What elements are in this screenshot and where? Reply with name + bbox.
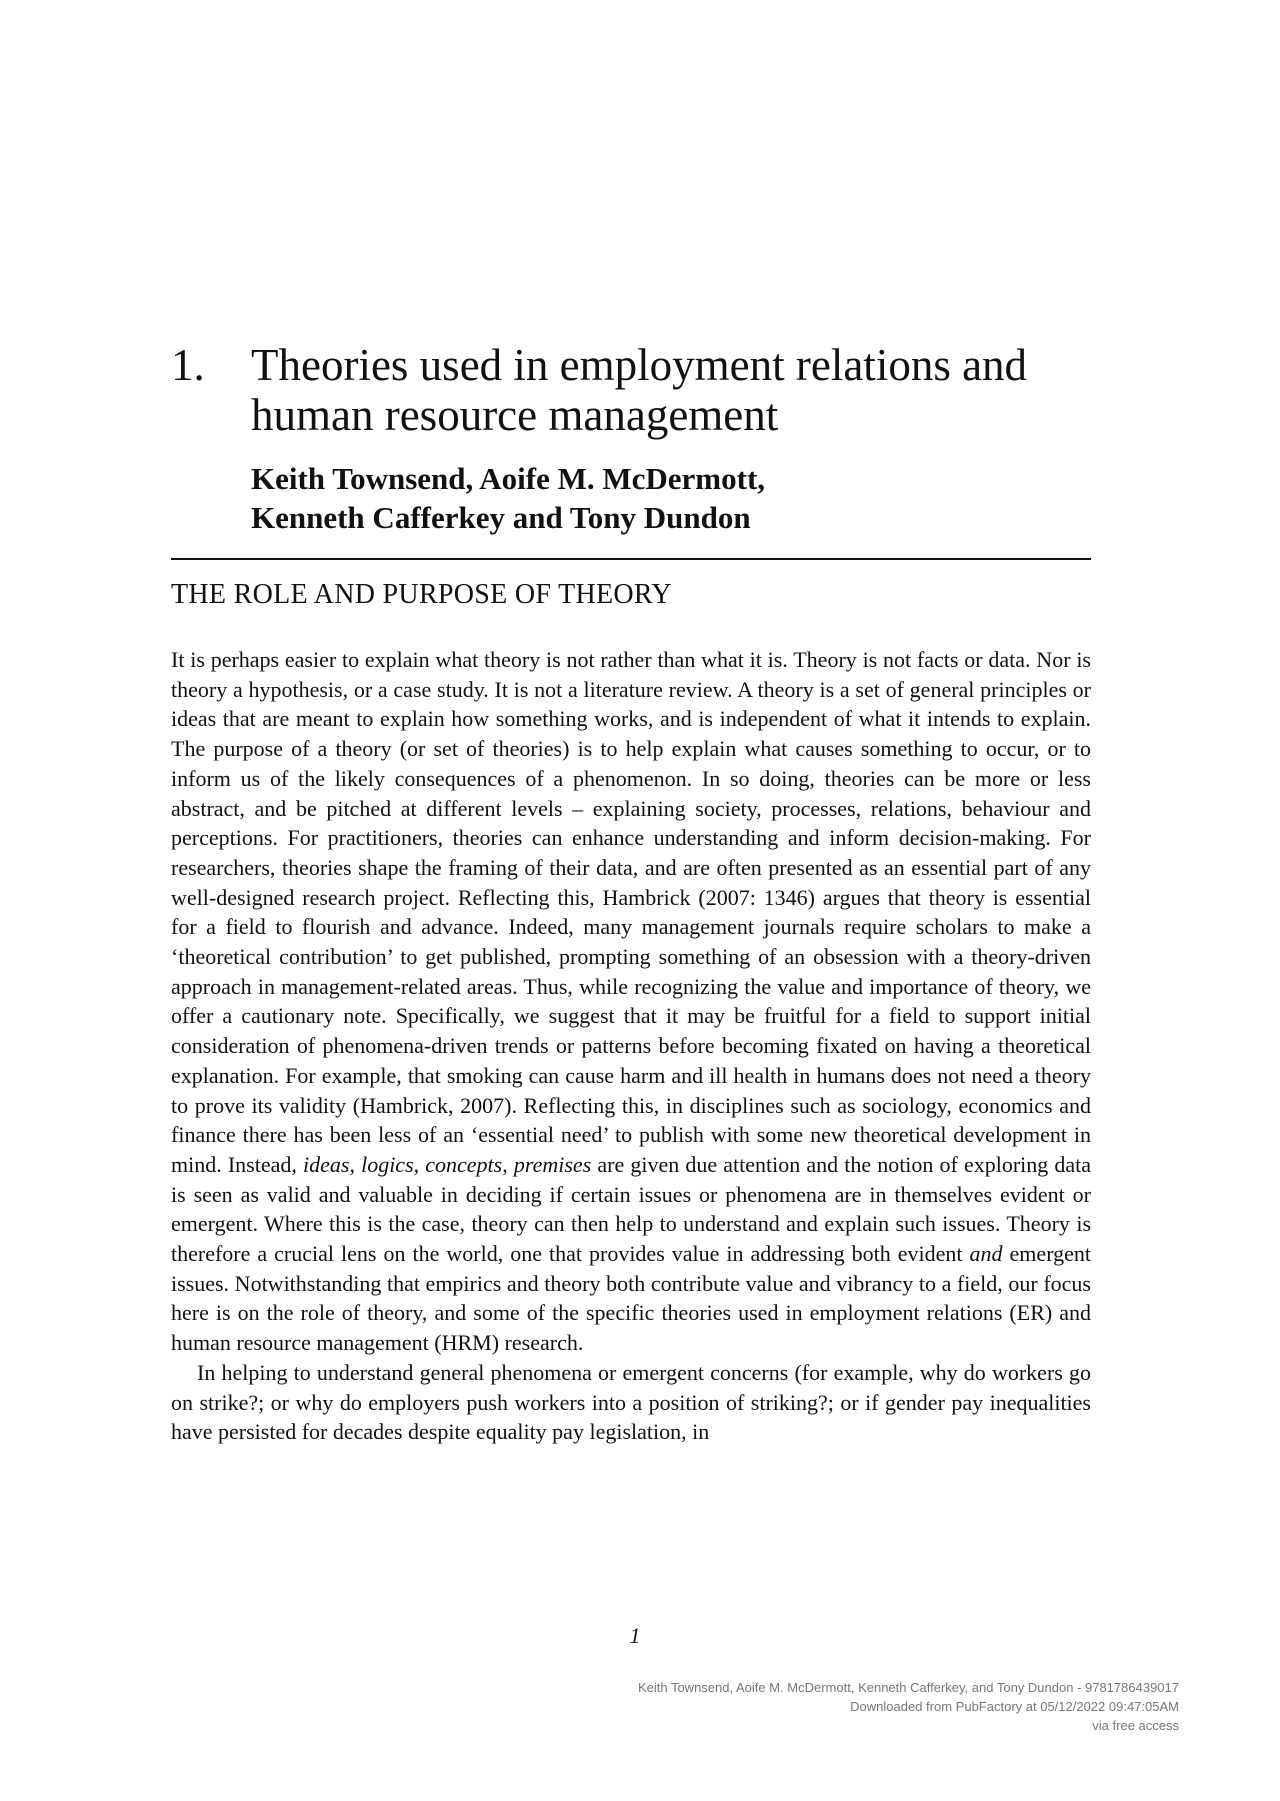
section-heading: THE ROLE AND PURPOSE OF THEORY <box>171 579 672 610</box>
paragraph-1: It is perhaps easier to explain what theory is not rather than what it is. Theory is not facts or data. Nor is theory a hypothesis, or a case study. It is not a literature review. A theory is a set of general principles or ideas that are meant to explain how something works, and is independent of what it intends to explain. The purpose of a theory (or set of theories) is to help explain what causes something to occur, or to inform us of the likely consequences of a phenomenon. In so doing, theories can be more or less abstract, and be pitched at different levels – explaining society, processes, relations, behaviour and perceptions. For practitioners, theories can enhance understanding and inform decision-making. For researchers, theories shape the framing of their data, and are often presented as an essential part of any well-designed research project. Reflecting this, Hambrick (2007: 1346) argues that theory is essential for a field to flourish and advance. Indeed, many management journals require scholars to make a ‘theoretical contribution’ to get published, prompting something of an obsession with a theory-driven approach in management-related areas. Thus, while recognizing the value and importance of theory, we offer a cautionary note. Specifically, we suggest that it may be fruitful for a field to support initial consideration of phenomena-driven trends or patterns before becoming fixated on having a theoretical explanation. For example, that smoking can cause harm and ill health in humans does not need a theory to prove its validity (Hambrick, 2007). Reflecting this, in disciplines such as sociology, economics and finance there has been less of an ‘essential need’ to publish with some new theoretical development in mind. Instead, ideas, logics, concepts, premises are given due attention and the notion of exploring data is seen as valid and valuable in deciding if certain issues or phenomena are in themselves evident or emergent. Where this is the case, theory can then help to understand and explain such issues. Theory is therefore a crucial lens on the world, one that provides value in addressing both evident and emergent issues. Notwithstanding that empirics and theory both contribute value and vibrancy to a field, our focus here is on the role of theory, and some of the specific theories used in employment relations (ER) and human resource management (HRM) research. <box>171 647 1092 1356</box>
paragraph-1-part-c: emergent issues. Notwithstanding that empirics and theory both contribute value and vibrancy to a field, our focus here is on the role of theory, and some of the specific theories used in employment relations (ER) and human resource management (HRM) research. <box>171 1241 1091 1356</box>
authors-line-1: Keith Townsend, Aoife M. McDermott, <box>251 461 766 496</box>
paragraph-2: In helping to understand general phenomena or emergent concerns (for example, why do workers go on strike?; or why do employers push workers into a position of striking?; or if gender pay inequalities have persisted for decades despite equality pay legislation, in <box>171 1359 1091 1445</box>
watermark-line-3: via free access <box>1092 1718 1179 1733</box>
emphasis-logics: logics <box>361 1151 414 1177</box>
emphasis-ideas: ideas <box>303 1151 350 1177</box>
page-number: 1 <box>629 1623 641 1648</box>
watermark-line-2: Downloaded from PubFactory at 05/12/2022 09:47:05AM <box>850 1699 1179 1714</box>
emphasis-and: and <box>969 1241 1003 1267</box>
download-watermark <box>479 1678 1179 1735</box>
chapter-title: Theories used in employment relations and human resource management <box>251 340 1028 440</box>
watermark-line-1: Keith Townsend, Aoife M. McDermott, Kenneth Cafferkey, and Tony Dundon - 9781786439017 <box>637 1680 1179 1695</box>
chapter-number: 1. <box>171 340 205 390</box>
paragraph-1-part-b: are given due attention and the notion of exploring data is seen as valid and valuable in deciding if certain issues or phenomena are in themselves evident or emergent. Where this is the case, theory can then help to understand and explain such issues. Theory is therefore a crucial lens on the world, one that provides value in addressing both evident <box>171 1151 1092 1267</box>
authors-line-2: Kenneth Cafferkey and Tony Dundon <box>251 500 751 535</box>
body-text <box>171 645 1091 1447</box>
emphasis-concepts: concepts <box>425 1151 503 1177</box>
emphasis-premises: premises <box>513 1151 592 1177</box>
paragraph-1-part-a: It is perhaps easier to explain what theory is not rather than what it is. Theory is not facts or data. Nor is theory a hypothesis, or a case study. It is not a literature review. A theory is a set of general principles or ideas that are meant to explain how something works, and is independent of what it intends to explain. The purpose of a theory (or set of theories) is to help explain what causes something to occur, or to inform us of the likely consequences of a phenomenon. In so doing, theories can be more or less abstract, and be pitched at different levels – explaining society, processes, relations, behaviour and perceptions. For practitioners, theories can enhance understanding and inform decision-making. For researchers, theories shape the framing of their data, and are often presented as an essential part of any well-designed research project. Reflecting this, Hambrick (2007: 1346) argues that theory is essential for a field to flourish and advance. Indeed, many management journals require scholars to make a ‘theoretical contribution’ to get published, prompting something of an obsession with a theory-driven approach in management-related areas. Thus, while recognizing the value and importance of theory, we offer a cautionary note. Specifically, we suggest that it may be fruitful for a field to support initial consideration of phenomena-driven trends or patterns before becoming fixated on having a theoretical explanation. For example, that smoking can cause harm and ill health in humans does not need a theory to prove its validity (Hambrick, 2007). Reflecting this, in disciplines such as sociology, economics and finance there has been less of an ‘essential need’ to publish with some new theoretical development in mind. Instead, <box>171 647 1091 1177</box>
chapter-authors <box>251 459 1091 537</box>
heading-divider <box>171 558 1091 560</box>
